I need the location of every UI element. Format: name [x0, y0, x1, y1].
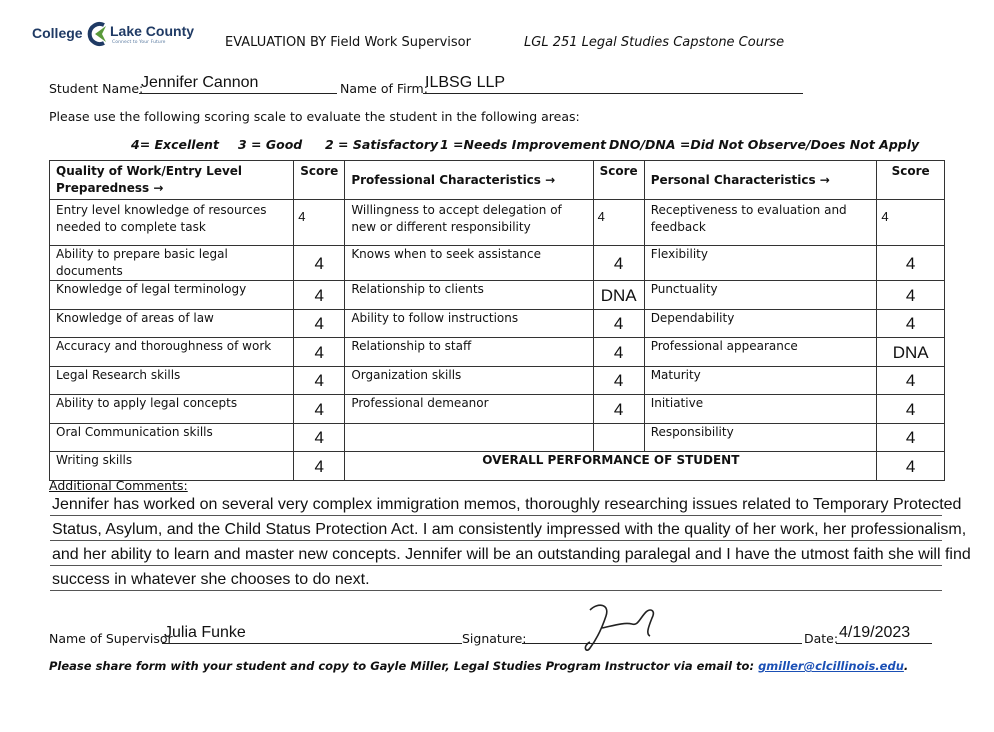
comment-line: Status, Asylum, and the Child Status Protection Act. I am consistently impressed with the quality of her work, her professionalism,: [52, 521, 967, 538]
quality-item: Ability to prepare basic legal documents: [50, 246, 294, 281]
header-professional: Professional Characteristics →: [345, 161, 593, 200]
instructor-email-link[interactable]: gmiller@clcillinois.edu: [758, 659, 904, 673]
personal-item: Professional appearance: [644, 338, 877, 367]
professional-item: Knows when to seek assistance: [345, 246, 593, 281]
scale-satisfactory: 2 = Satisfactory: [325, 137, 439, 152]
professional-score: 4: [593, 310, 644, 338]
personal-item: Flexibility: [644, 246, 877, 281]
student-name-underline: [139, 93, 337, 94]
footer-instructions: [49, 659, 908, 673]
scale-needs-improvement: 1 =Needs Improvement: [440, 137, 607, 152]
comment-underline: [50, 565, 942, 566]
personal-score: 4: [877, 310, 945, 338]
supervisor-name-label: Name of Supervisor: [49, 631, 173, 646]
quality-score: 4: [294, 452, 345, 481]
quality-item: Knowledge of areas of law: [50, 310, 294, 338]
personal-score: 4: [877, 246, 945, 281]
instructions-text: Please use the following scoring scale to evaluate the student in the following areas:: [49, 109, 580, 124]
personal-item: Initiative: [644, 395, 877, 424]
personal-score: 4: [877, 424, 945, 452]
table-row: [50, 246, 945, 281]
supervisor-name-underline: [162, 643, 462, 644]
quality-score: 4: [294, 246, 345, 281]
quality-score: 4: [294, 395, 345, 424]
personal-score: DNA: [877, 338, 945, 367]
table-row: [50, 367, 945, 395]
professional-score: [593, 424, 644, 452]
quality-score: 4: [294, 338, 345, 367]
table-row: [50, 310, 945, 338]
course-title: LGL 251 Legal Studies Capstone Course: [524, 35, 785, 50]
personal-item: Punctuality: [644, 281, 877, 310]
table-header-row: [50, 161, 945, 200]
table-row: [50, 395, 945, 424]
quality-item: Writing skills: [50, 452, 294, 481]
professional-score: 4: [593, 367, 644, 395]
date-label: Date:: [804, 631, 839, 646]
table-row: [50, 452, 945, 481]
firm-name-value: ILBSG LLP: [425, 74, 506, 91]
scale-dna: DNO/DNA =Did Not Observe/Does Not Apply: [609, 137, 920, 152]
quality-score: 4: [294, 424, 345, 452]
table-row: [50, 281, 945, 310]
college-logo: [32, 20, 197, 50]
personal-score: 4: [877, 367, 945, 395]
professional-item: [345, 424, 593, 452]
quality-score: 4: [294, 310, 345, 338]
logo-college-text: College: [32, 25, 83, 41]
quality-item: Oral Communication skills: [50, 424, 294, 452]
quality-score: 4: [294, 281, 345, 310]
table-row: [50, 338, 945, 367]
personal-item: Receptiveness to evaluation and feedback: [644, 200, 877, 246]
professional-item: Relationship to clients: [345, 281, 593, 310]
professional-item: Organization skills: [345, 367, 593, 395]
professional-item: Professional demeanor: [345, 395, 593, 424]
personal-item: Maturity: [644, 367, 877, 395]
lake-county-c-icon: [84, 20, 110, 48]
footer-text: Please share form with your student and copy to Gayle Miller, Legal Studies Program Instructor via email to:: [49, 659, 755, 673]
form-title: EVALUATION BY Field Work Supervisor: [225, 35, 471, 50]
quality-score: 4: [294, 200, 345, 246]
comment-underline: [50, 515, 942, 516]
personal-score: 4: [877, 200, 945, 246]
comments-label: Additional Comments:: [49, 478, 188, 493]
personal-item: Dependability: [644, 310, 877, 338]
header-quality: Quality of Work/Entry Level Preparedness →: [50, 161, 294, 200]
comment-underline: [50, 590, 942, 591]
quality-item: Ability to apply legal concepts: [50, 395, 294, 424]
table-row: [50, 200, 945, 246]
professional-score: DNA: [593, 281, 644, 310]
personal-score: 4: [877, 395, 945, 424]
professional-item: Willingness to accept delegation of new or different responsibility: [345, 200, 593, 246]
quality-score: 4: [294, 367, 345, 395]
date-value: 4/19/2023: [839, 624, 911, 641]
logo-lake-text: Lake County: [110, 23, 195, 39]
professional-item: Ability to follow instructions: [345, 310, 593, 338]
personal-score: 4: [877, 281, 945, 310]
personal-item: Responsibility: [644, 424, 877, 452]
signature-mark: [580, 598, 670, 656]
professional-score: 4: [593, 338, 644, 367]
comment-line: success in whatever she chooses to do next.: [52, 571, 370, 588]
professional-item: Relationship to staff: [345, 338, 593, 367]
header-score-personal: Score: [877, 161, 945, 200]
comment-underline: [50, 540, 942, 541]
overall-performance-label: OVERALL PERFORMANCE OF STUDENT: [345, 452, 877, 481]
quality-item: Legal Research skills: [50, 367, 294, 395]
header-score-professional: Score: [593, 161, 644, 200]
quality-item: Entry level knowledge of resources needed to complete task: [50, 200, 294, 246]
quality-item: Knowledge of legal terminology: [50, 281, 294, 310]
table-row: [50, 424, 945, 452]
firm-name-underline: [423, 93, 803, 94]
supervisor-name-value: Julia Funke: [164, 624, 246, 641]
comment-line: and her ability to learn and master new concepts. Jennifer will be an outstanding paralegal and I have the utmost faith she will find: [52, 546, 971, 563]
date-underline: [836, 643, 932, 644]
scale-good: 3 = Good: [238, 137, 303, 152]
header-score-quality: Score: [294, 161, 345, 200]
evaluation-table: [49, 160, 945, 481]
overall-performance-score: 4: [877, 452, 945, 481]
scale-excellent: 4= Excellent: [131, 137, 219, 152]
footer-period: .: [903, 659, 909, 673]
student-name-label: Student Name:: [49, 81, 144, 96]
student-name-value: Jennifer Cannon: [141, 74, 259, 91]
professional-score: 4: [593, 246, 644, 281]
quality-item: Accuracy and thoroughness of work: [50, 338, 294, 367]
comment-line: Jennifer has worked on several very complex immigration memos, thoroughly researching issues related to Temporary Protected: [52, 496, 962, 513]
header-personal: Personal Characteristics →: [644, 161, 877, 200]
professional-score: 4: [593, 395, 644, 424]
firm-name-label: Name of Firm:: [340, 81, 428, 96]
signature-label: Signature:: [462, 631, 527, 646]
professional-score: 4: [593, 200, 644, 246]
logo-tagline: Connect to Your Future: [112, 40, 166, 45]
